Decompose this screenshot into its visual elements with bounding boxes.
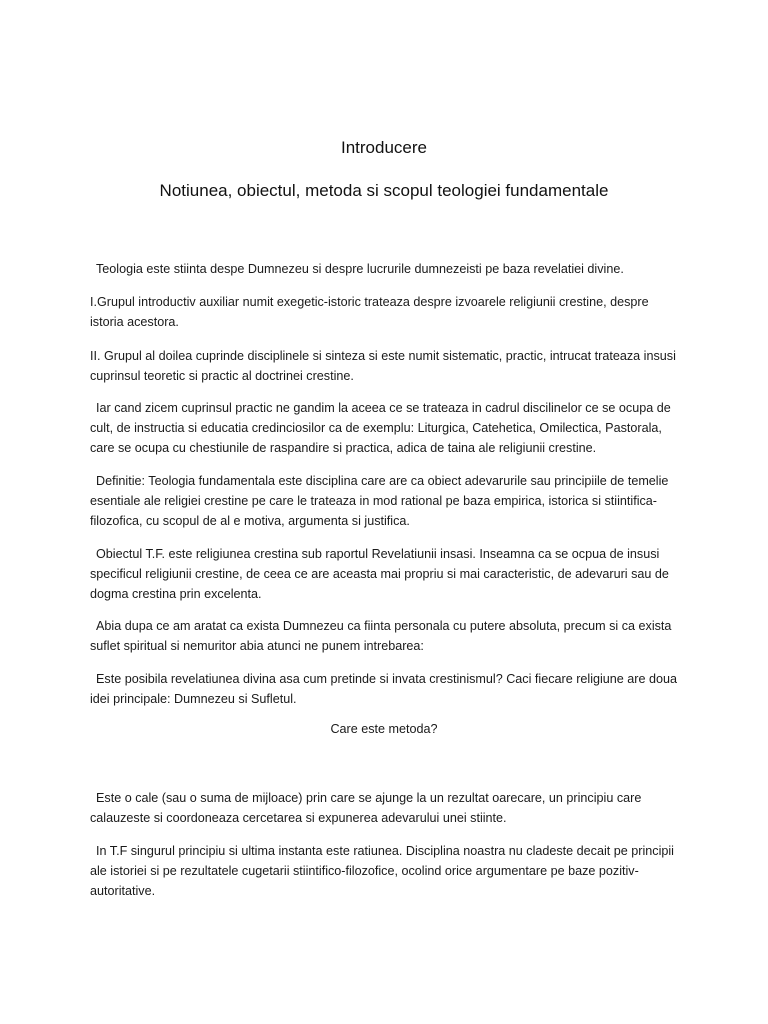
section-heading: Care este metoda?	[330, 722, 438, 736]
paragraph: In T.F singurul principiu si ultima instanta este ratiunea. Disciplina noastra nu cladeste decait pe principii ale istoriei si pe rezultatele cugetarii stiintifico-filozofice, ocolind orice argumentare pe baze pozitiv-autoritative.	[90, 844, 674, 898]
paragraph: Obiectul T.F. este religiunea crestina sub raportul Revelatiunii insasi. Inseamna ca se ocpua de insusi specificul religiunii crestine, de ceea ce are aceasta mai propriu si mai caracteristic, de adevaruri sau de dogma crestina prin excelenta.	[90, 547, 669, 601]
paragraph: I.Grupul introductiv auxiliar numit exegetic-istoric trateaza despre izvoarele religiunii crestine, despre istoria acestora.	[90, 295, 649, 329]
paragraph: Teologia este stiinta despe Dumnezeu si despre lucrurile dumnezeisti pe baza revelatiei divine.	[96, 262, 624, 276]
paragraph: II. Grupul al doilea cuprinde disciplinele si sinteza si este numit sistematic, practic, intrucat trateaza insusi cuprinsul teoretic si practic al doctrinei crestine.	[90, 349, 676, 383]
paragraph: Este posibila revelatiunea divina asa cum pretinde si invata crestinismul? Caci fiecare religiune are doua idei principale: Dumnezeu si Sufletul.	[90, 672, 678, 706]
paragraph: Abia dupa ce am aratat ca exista Dumnezeu ca fiinta personala cu putere absoluta, precum si ca exista suflet spiritual si nemuritor abia atunci ne punem intrebarea:	[90, 619, 672, 653]
document-title: Introducere	[341, 138, 427, 157]
paragraph: Definitie: Teologia fundamentala este disciplina care are ca obiect adevarurile sau principiile de temelie esentiale ale religiei crestine pe care le trateaza in mod rational pe baza empirica, istorica si stiintifica-filozofica, cu scopul de al e motiva, argumenta si justifica.	[90, 474, 669, 528]
document-subtitle: Notiunea, obiectul, metoda si scopul teologiei fundamentale	[159, 181, 609, 200]
paragraph: Este o cale (sau o suma de mijloace) prin care se ajunge la un rezultat oarecare, un principiu care calauzeste si coordoneaza cercetarea si expunerea adevarului unei stiinte.	[90, 791, 642, 825]
paragraph: Iar cand zicem cuprinsul practic ne gandim la aceea ce se trateaza in cadrul discilinelor ce se ocupa de cult, de instructia si educatia credinciosilor ca de exemplu: Liturgica, Catehetica, Omilectica, Pastorala, care se ocupa cu chestiunile de raspandire si practica, adica de taina ale religiunii crestine.	[90, 401, 671, 455]
